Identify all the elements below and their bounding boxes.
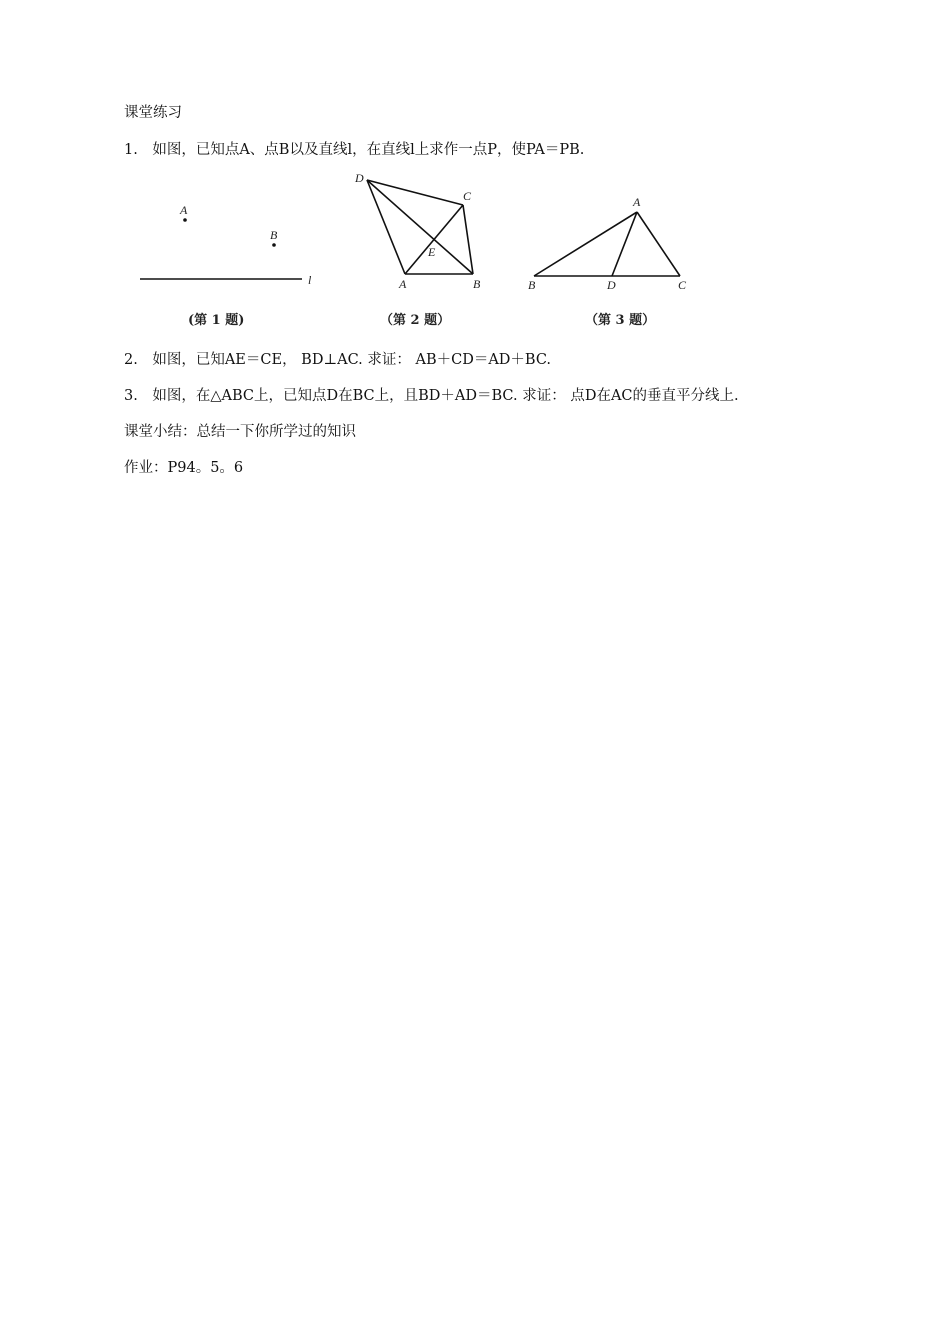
caption-fig-3: （第 3 题） [585,313,656,328]
problem-2: 2. 如图，已知AE＝CE， BD⊥AC. 求证： AB＋CD＝AD＋BC. [124,352,552,368]
label-a2: A [399,277,407,291]
label-a: A [180,203,188,217]
segment-ad3 [612,212,637,276]
problem-3: 3. 如图，在△ABC上，已知点D在BC上，且BD＋AD＝BC. 求证： 点D在AC的垂直平分线上. [124,388,739,404]
section-title: 课堂练习 [124,105,182,121]
figure-2 [354,171,481,328]
label-b2: B [473,277,481,291]
label-b3: B [528,278,536,292]
point-b [272,243,276,247]
figure-3 [528,195,687,328]
segment-ba3 [534,212,637,276]
label-d: D [355,171,364,185]
segment-ad [367,180,405,274]
label-e: E [428,245,436,259]
segment-ac [405,205,463,274]
class-summary: 课堂小结：总结一下你所学过的知识 [124,424,356,440]
point-a [183,218,187,222]
figures-svg [130,168,710,338]
label-b: B [270,228,278,242]
problem-1: 1. 如图，已知点A、点B以及直线l，在直线l上求作一点P，使PA＝PB. [124,142,585,158]
homework: 作业：P94。5。6 [124,460,244,476]
label-d3: D [607,278,616,292]
label-a3: A [633,195,641,209]
label-c: C [463,189,472,203]
figures-row [130,168,710,338]
segment-cb [463,205,473,274]
figure-1 [140,203,312,328]
caption-fig-2: （第 2 题） [380,313,451,328]
label-l: l [308,273,312,287]
segment-ac3 [637,212,680,276]
label-c3: C [678,278,687,292]
caption-fig-1: (第 1 题) [188,313,245,328]
